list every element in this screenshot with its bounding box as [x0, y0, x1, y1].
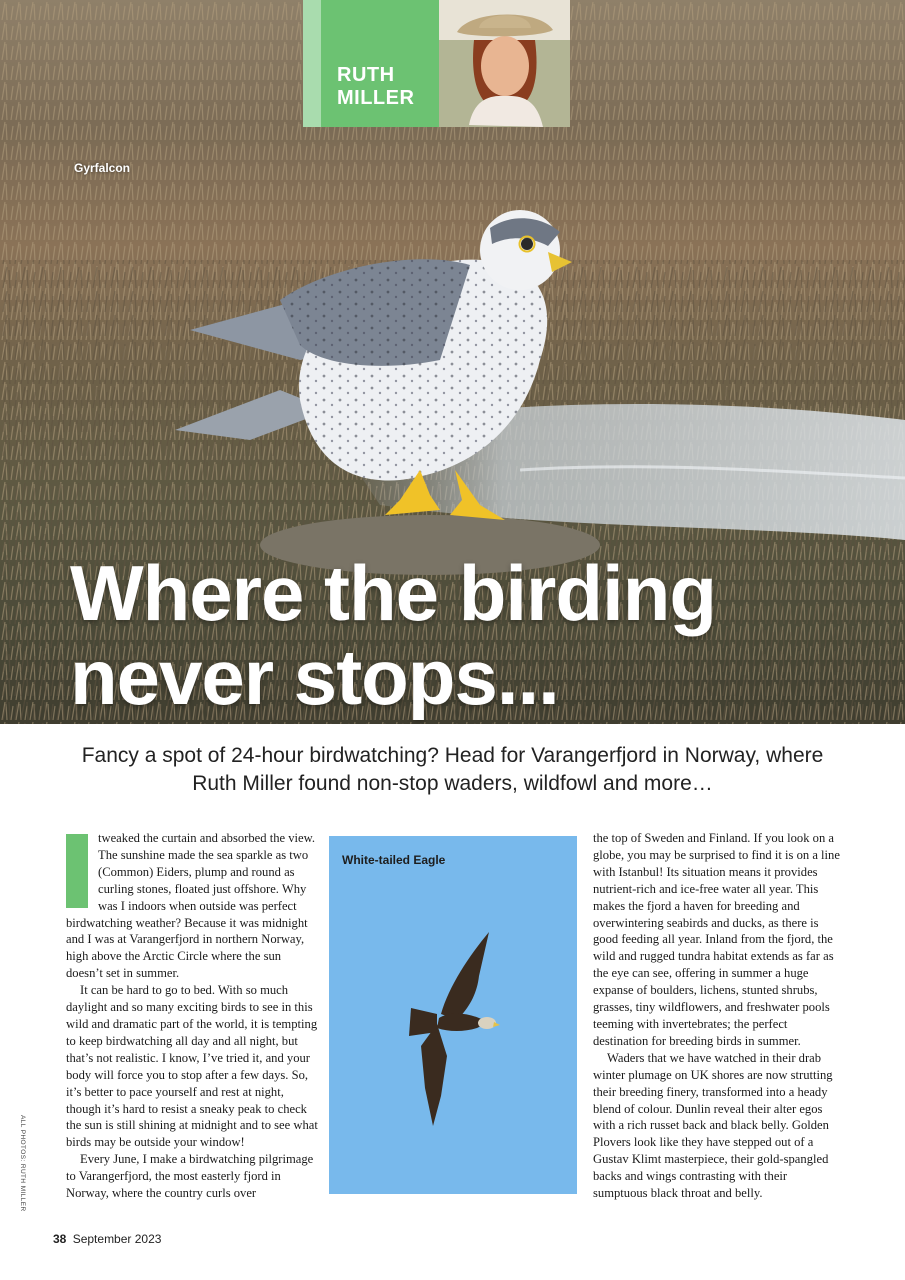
standfirst-line-2: Ruth Miller found non-stop waders, wildfowl and more…	[192, 772, 713, 795]
author-first-name: RUTH	[337, 64, 395, 86]
author-accent-stripe	[303, 0, 321, 127]
page-number: 38	[53, 1232, 67, 1246]
eagle-photo	[329, 836, 577, 1194]
drop-cap-block	[66, 834, 88, 908]
body-column-3	[593, 830, 843, 1202]
headline	[70, 551, 716, 719]
author-last-name: MILLER	[337, 87, 415, 109]
standfirst-line-1: Fancy a spot of 24-hour birdwatching? Head for Varangerfjord in Norway, where	[81, 744, 824, 767]
issue-date: September 2023	[72, 1232, 162, 1246]
body-paragraph: tweaked the curtain and absorbed the view. The sunshine made the sea sparkle as two (Common) Eiders, plump and round as curling stones, floated just offshore. Why was I indoors when outside was perfect birdwatching weather? Because it was midnight and I was at Varangerfjord in northern Norway, high above the Arctic Circle where the sun doesn’t set in summer.	[66, 831, 316, 981]
author-portrait	[439, 0, 570, 127]
body-paragraph: It can be hard to go to bed. With so much daylight and so many exciting birds to see in this wild and dramatic part of the world, it is tempting to keep birdwatching all day and all night, but that’s not realistic. I know, I’ve tried it, and your body will force you to stop after a few days. So, it’s better to pace yourself and rest at night, though it’s hard to resist a sneaky peak to check the sun is still shining at midnight and to see what birds may be outside your window!	[66, 983, 318, 1150]
headline-line-1: Where the birding	[70, 549, 716, 637]
author-portrait-illustration	[439, 0, 570, 127]
body-paragraph: Waders that we have watched in their drab winter plumage on UK shores are now strutting their breeding finery, transformed into a heady blend of colour. Dunlin reveal their alter egos with a rich russet back and black belly. Golden Plovers look like they have stepped out of a Gustav Klimt masterpiece, their gold-spangled backs and wings contrasting with their sumptuous black throat and belly.	[593, 1050, 833, 1201]
gyrfalcon-caption: Gyrfalcon	[74, 161, 131, 175]
body-paragraph: the top of Sweden and Finland. If you look on a globe, you may be surprised to find it is on a line with Istanbul! Its situation means it provides nutrient-rich and ice-free water all year. This makes the fjord a haven for breeding and overwintering seabirds and ducks, as there is good feeding all year. Inland from the fjord, the wild and rugged tundra habitat extends as far as the eye can see, offering in summer a huge expanse of boulders, lichens, stunted shrubs, grasses, tiny wildflowers, and freshwater pools teeming with invertebrates; the perfect destination for breeding birds in summer.	[593, 831, 840, 1048]
photo-credit: ALL PHOTOS: RUTH MILLER	[19, 1115, 26, 1212]
folio	[53, 1232, 161, 1246]
author-name	[321, 0, 439, 127]
author-banner	[303, 0, 570, 127]
body-paragraph: Every June, I make a birdwatching pilgrimage to Varangerfjord, the most easterly fjord in Norway, where the country curls over	[66, 1152, 314, 1201]
body-column-1	[66, 830, 318, 1202]
standfirst	[40, 742, 865, 798]
white-tailed-eagle-illustration	[329, 836, 577, 1194]
eagle-caption: White-tailed Eagle	[342, 853, 446, 867]
headline-line-2: never stops...	[70, 633, 559, 721]
